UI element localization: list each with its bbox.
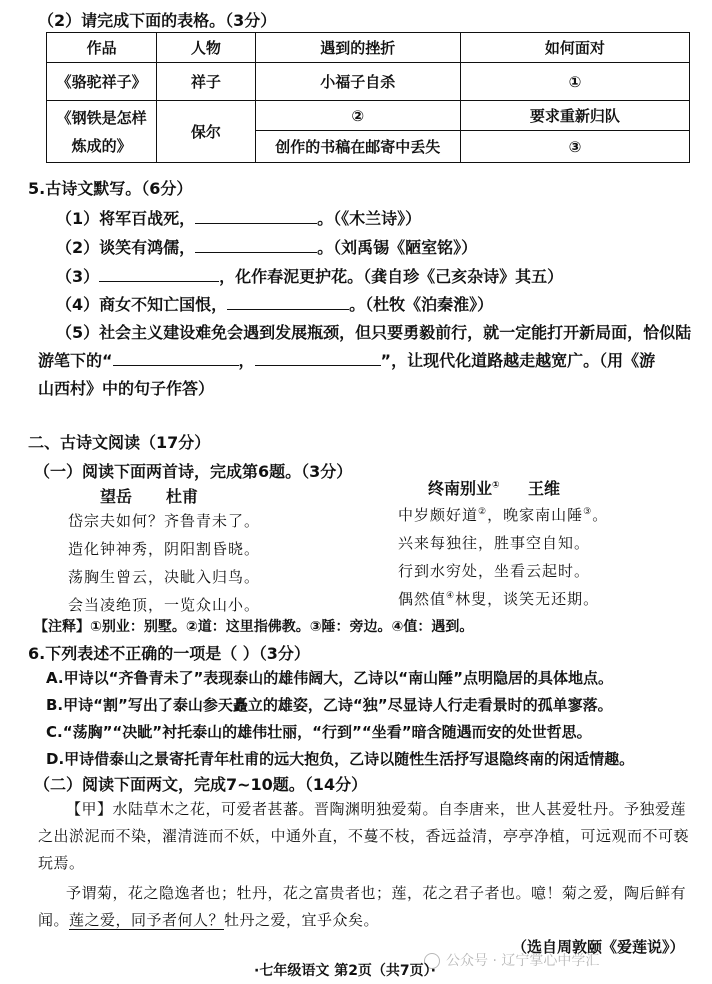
q5-item-2 [56,235,477,258]
poem2-title-text: 终南别业 [428,479,493,498]
q6-option-a: A.甲诗以“齐鲁青未了”表现泰山的雄伟阔大，乙诗以“南山陲”点明隐居的具体地点。 [46,669,614,687]
reading-table [46,32,690,163]
q5-5-text-c: ”，让现代化道路越走越宽广。（用《游 [380,351,656,370]
q5-item-5-line2 [38,348,655,371]
cell-setback-blank-2: ② [255,101,460,131]
q5-2-prompt: （2）谈笑有鸿儒， [56,238,196,257]
poem2-line-1-c: 。 [592,506,609,524]
q5-5-text-a: 游笔下的“ [38,351,113,370]
work-title-line1: 《钢铁是怎样 [56,108,147,127]
header-person: 人物 [157,33,255,63]
q5-item-3 [56,264,563,287]
cell-person: 保尔 [157,101,255,163]
table-question-heading: （2）请完成下面的表格。（3分） [38,11,277,30]
poem2-line-1-b: ，晚家南山陲 [487,506,584,524]
answer-blank [255,353,381,366]
q5-1-source: 。（《木兰诗》） [317,209,422,228]
cell-response-blank-1: ① [460,63,689,101]
header-response: 如何面对 [460,33,689,63]
answer-blank [99,269,219,282]
q5-item-5-line1: （5）社会主义建设难免会遇到发展瓶颈，但只要勇毅前行，就一定能打开新局面，恰似陆 [56,323,692,342]
q5-3-prompt: （3） [56,267,100,286]
poem1-author: 杜甫 [166,487,199,506]
passage-jia-paragraph-2 [38,880,698,934]
section2-sub2-heading: （二）阅读下面两文，完成7~10题。（14分） [34,775,368,794]
watermark-text: 公众号 · 辽宁掌心中学汇 [446,953,600,969]
q5-3-source: ，化作春泥更护花。（龚自珍《己亥杂诗》其五） [219,267,564,286]
poem2-line-1 [398,504,608,525]
q5-heading: 5.古诗文默写。（6分） [28,179,193,198]
answer-blank [195,240,317,253]
watermark [424,950,599,970]
poem2-line-4 [398,588,599,609]
cell-response: 要求重新归队 [460,101,689,131]
passage-source: （选自周敦颐《爱莲说》） [512,938,685,956]
answer-blank [227,297,349,310]
cell-setback: 创作的书稿在邮寄中丢失 [255,131,460,163]
paragraph-2-text-b: 牡丹之爱，宜乎众矣。 [224,911,380,929]
poem1-line-2: 造化钟神秀，阴阳割昏晓。 [68,540,261,558]
passage-jia-paragraph-1: 【甲】水陆草木之花，可爱者甚蕃。晋陶渊明独爱菊。自李唐来，世人甚爱牡丹。予独爱莲之出淤泥而不染，濯清涟而不妖，中通外直，不蔓不枝，香远益清，亭亭净植，可远观而不可亵玩焉。 [38,800,690,872]
q6-stem: 6.下列表述不正确的一项是（ ）（3分） [28,644,310,663]
footnote-marker: ② [478,507,488,517]
section2-heading: 二、古诗文阅读（17分） [28,433,211,452]
cell-work [47,101,157,163]
q5-item-5-line3: 山西村》中的句子作答） [38,379,215,398]
cell-person: 祥子 [157,63,255,101]
poem2-line-1-a: 中岁颇好道 [398,506,479,524]
table-header-row [47,33,690,63]
poem2-line-4-b: 林叟，谈笑无还期。 [455,590,600,608]
underlined-sentence: 莲之爱，同予者何人？ [69,911,225,929]
q5-4-source: 。（杜牧《泊秦淮》） [349,295,494,314]
section2-sub1-heading: （一）阅读下面两首诗，完成第6题。（3分） [34,462,353,481]
q5-4-prompt: （4）商女不知亡国恨， [56,295,228,314]
q5-1-prompt: （1）将军百战死， [56,209,196,228]
q5-5-text-b: ， [238,351,255,370]
answer-blank [113,353,239,366]
poem2-author: 王维 [528,479,561,498]
cell-setback: 小福子自杀 [255,63,460,101]
q6-option-b: B.甲诗“割”写出了泰山参天矗立的雄姿，乙诗“独”尽显诗人行走看景时的孤单寥落。 [46,696,613,714]
q5-item-1 [56,206,421,229]
poem1-line-4: 会当凌绝顶，一览众山小。 [68,596,261,614]
header-setback: 遇到的挫折 [255,33,460,63]
poem2-line-4-a: 偶然值 [398,590,447,608]
poem2-line-3: 行到水穷处，坐看云起时。 [398,562,591,580]
answer-blank [195,211,317,224]
footnote-marker: ④ [446,591,456,601]
work-title-line2: 炼成的》 [71,136,132,155]
poem1-title: 望岳 [100,487,133,506]
q5-item-4 [56,292,493,315]
footnote-marker: ① [492,480,500,491]
header-work: 作品 [47,33,157,63]
table-row [47,63,690,101]
footnote-marker: ③ [583,507,593,517]
q5-2-source: 。（刘禹锡《陋室铭》） [317,238,478,257]
paragraph-2-text-a: 予谓菊，花之隐逸者也；牡丹，花之富贵者也；莲，花之君子者也。噫！菊之爱，陶后鲜有闻。 [38,884,687,929]
page-footer: ·七年级语文 第2页（共7页）· [254,963,436,979]
table-row [47,101,690,131]
poem1-line-1: 岱宗夫如何？齐鲁青未了。 [68,512,261,530]
poem2-line-2: 兴来每独往，胜事空自知。 [398,534,591,552]
poem2-title [428,476,500,499]
q6-option-d: D.甲诗借泰山之景寄托青年杜甫的远大抱负，乙诗以随性生活抒写退隐终南的闲适情趣。 [46,750,635,768]
poem1-line-3: 荡胸生曾云，决眦入归鸟。 [68,568,261,586]
q6-option-c: C.“荡胸”“决眦”衬托泰山的雄伟壮丽，“行到”“坐看”暗含随遇而安的处世哲思。 [46,723,592,741]
cell-response-blank-3: ③ [460,131,689,163]
cell-work: 《骆驼祥子》 [47,63,157,101]
poem-notes: 【注释】①别业：别墅。②道：这里指佛教。③陲：旁边。④值：遇到。 [34,619,474,635]
